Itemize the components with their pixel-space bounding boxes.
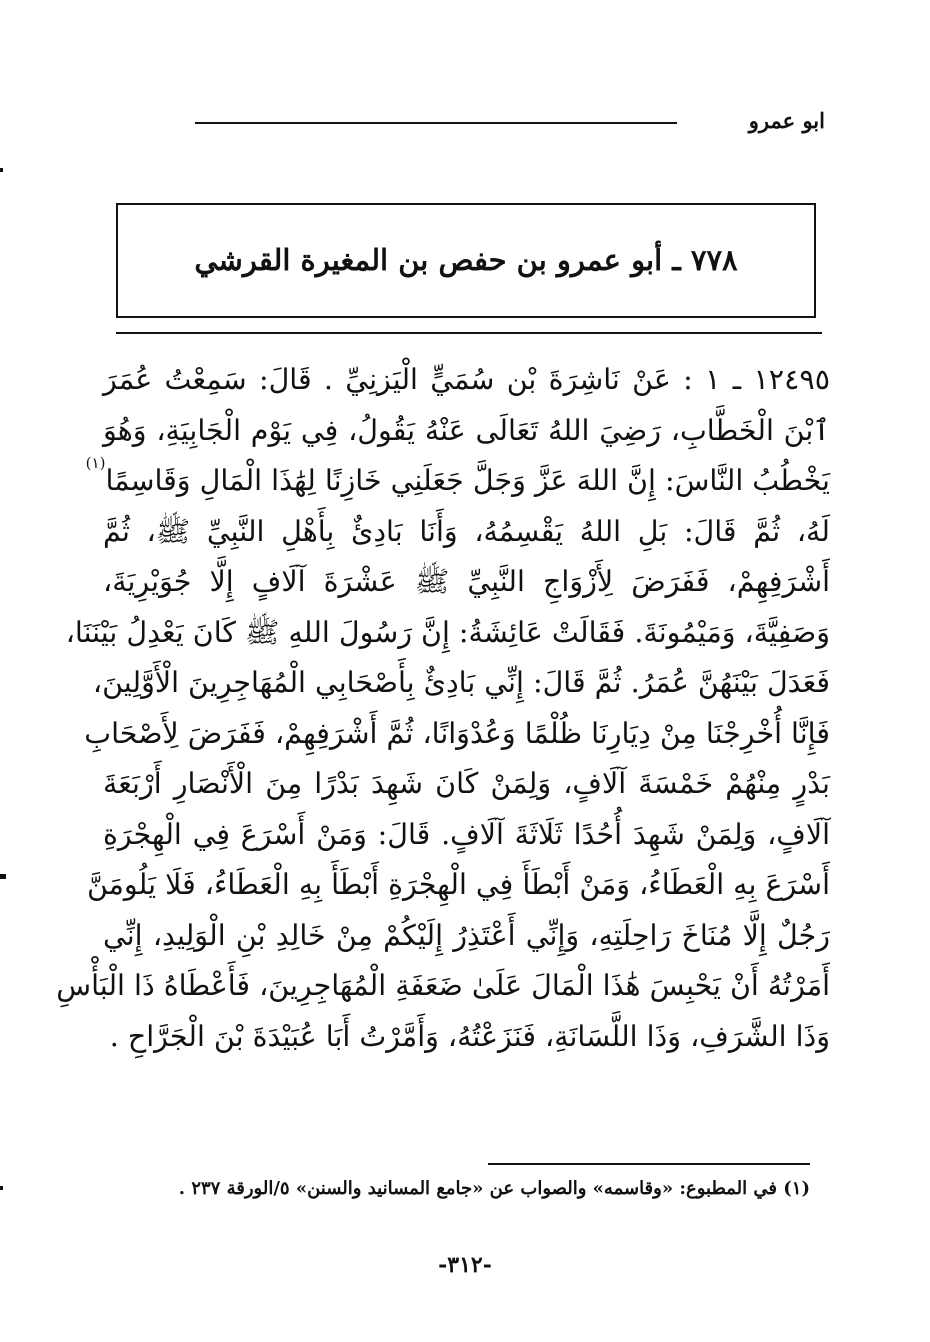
running-head-text: ابو عمرو [748, 108, 825, 133]
body-line: بَدْرٍ مِنْهُمْ خَمْسَةَ آلَافٍ، وَلِمَنْ كَانَ شَهِدَ بَدْرًا مِنَ الْأَنْصَارِ أَرْبَعَةَ [103, 767, 830, 800]
body-line: ١٢٤٩٥ ـ ١ : عَنْ نَاشِرَةَ بْن سُمَيٍّ الْيَزنِيِّ . قَالَ: سَمِعْتُ عُمَرَ [103, 363, 831, 396]
body-line: آلَافٍ، وَلِمَنْ شَهِدَ أُحُدًا ثَلَاثَةَ آلَافٍ. قَالَ: وَمَنْ أَسْرَعَ فِي الْهِجْرَةِ [103, 817, 830, 851]
title-underline-rule [116, 332, 822, 334]
body-line: فَعَدَلَ بَيْنَهُنَّ عُمَرُ. ثُمَّ قَالَ: إِنِّي بَادِئٌ بِأَصْحَابِي الْمُهَاجِرِينَ الْأَوَّلِينَ، [92, 666, 830, 699]
hadith-body [56, 355, 831, 1062]
running-head-rule [195, 122, 677, 124]
body-line: أَسْرَعَ بِهِ الْعَطَاءُ، وَمَنْ أَبْطَأَ فِي الْهِجْرَةِ أَبْطَأَ بِهِ الْعَطَاءُ، فَلَا يَلُومَنَّ [86, 868, 830, 901]
footnote-marker: (١) [85, 454, 106, 472]
scan-mark [0, 874, 6, 879]
footnote: (١) في المطبوع: «وقاسمه» والصواب عن «جامع المسانيد والسنن» ٥/الورقة ٢٣٧ . [178, 1178, 810, 1199]
footnote-rule [488, 1163, 810, 1165]
running-head [115, 108, 825, 138]
body-line: لَهُ، ثُمَّ قَالَ: بَلِ اللهُ يَقْسِمُهُ، وَأَنَا بَادِئٌ بِأَهْلِ النَّبِيِّ ﷺ، ثُمَّ [103, 514, 830, 548]
scan-mark [0, 1186, 3, 1190]
body-line: وَصَفِيَّةَ، وَمَيْمُونَةَ. فَقَالَتْ عَائِشَةُ: إِنَّ رَسُولَ اللهِ ﷺ كَانَ يَعْدِلُ بَيْنَنَا، [65, 615, 830, 649]
body-line: وَذَا الشَّرَفِ، وَذَا اللَّسَانَةِ، فَنَزَعْتُهُ، وَأَمَّرْتُ أَبَا عُبَيْدَةَ بْنَ الْجَرَّاحِ . [109, 1019, 830, 1053]
body-line: أَشْرَفِهِمْ، فَفَرَضَ لِأَزْوَاجِ النَّبِيِّ ﷺ عَشْرَةَ آلَافٍ إِلَّا جُوَيْرِيَةَ، [103, 565, 830, 598]
body-line: ٱبْنَ الْخَطَّابِ، رَضِيَ اللهُ تَعَالَى عَنْهُ يَقُولُ، فِي يَوْم الْجَابِيَةِ، وَهُوَ [103, 413, 830, 447]
body-line-with-footnote [85, 454, 830, 507]
entry-title: ٧٧٨ ـ أبو عمرو بن حفص بن المغيرة القرشي [194, 243, 738, 277]
entry-title-box [116, 203, 816, 318]
scan-mark [0, 168, 3, 172]
body-line: أَمَرْتُهُ أَنْ يَحْبِسَ هَٰذَا الْمَالَ عَلَىٰ ضَعَفَةِ الْمُهَاجِرِينَ، فَأَعْطَاهُ ذَا الْبَأْسِ [56, 969, 830, 1002]
body-line: فَإِنَّا أُخْرِجْنَا مِنْ دِيَارِنَا ظُلْمًا وَعُدْوَانًا، ثُمَّ أَشْرَفِهِمْ، فَفَرَضَ لِأَصْحَابِ [84, 716, 830, 750]
page-number: -٣١٢- [438, 1252, 492, 1278]
body-line-text: يَخْطُبُ النَّاسَ: إِنَّ اللهَ عَزَّ وَجَلَّ جَعَلَنِي خَازِنًا لِهَٰذَا الْمَالِ وَقَاسِمًا [105, 464, 830, 497]
body-line: رَجُلٌ إِلَّا مُنَاخَ رَاحِلَتِهِ، وَإِنِّي أَعْتَذِرُ إِلَيْكُمْ مِنْ خَالِدِ بْنِ الْوَلِيدِ، إِنِّي [103, 918, 830, 952]
